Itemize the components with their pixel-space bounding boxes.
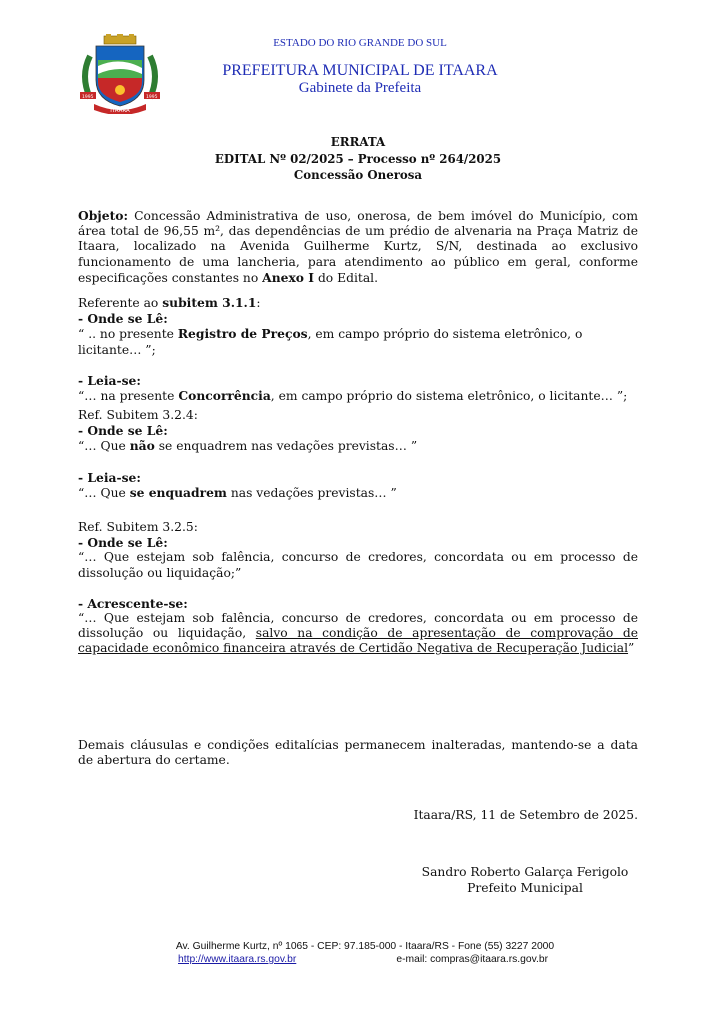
sec1-leia-pre: “… na presente <box>78 389 179 404</box>
objeto-anexo: Anexo I <box>262 269 315 285</box>
sec1-onde-post: , em campo próprio do sistema eletrônico, o licitante… ”; <box>78 327 583 357</box>
sec2-leia-bold: se enquadrem <box>129 484 227 500</box>
sec1-ref <box>78 295 638 311</box>
sec1-leia-text <box>78 388 638 404</box>
sec3-ref: Ref. Subitem 3.2.5: <box>78 520 198 534</box>
municipal-crest-icon <box>76 34 164 114</box>
sec3-acres-underline: salvo na condição de apresentação de comprovação de capacidade econômico financeira através de Certidão Negativa de Recuperação Judicial <box>78 626 638 656</box>
title-errata: ERRATA <box>330 135 386 149</box>
sec1-ref-prefix: Referente ao <box>78 296 163 310</box>
closing-paragraph: Demais cláusulas e condições editalícias permanecem inalteradas, mantendo-se a data de abertura do certame. <box>78 738 638 768</box>
objeto-text: Concessão Administrativa de uso, onerosa, de bem imóvel do Município, com área total de 96,55 m², das dependências de um prédio de alvenaria na Praça Matriz de Itaara, localizado na Avenida Guilherme Kurtz, S/N, destinada ao exclusivo funcionamento de uma lancheria, para atendimento ao público em geral, conforme especificações constantes no <box>78 209 638 285</box>
footer-website-link[interactable]: http://www.itaara.rs.gov.br <box>178 954 297 965</box>
footer <box>100 940 630 966</box>
signature-block <box>420 865 630 896</box>
signature-role: Prefeito Municipal <box>467 880 583 895</box>
header-state: ESTADO DO RIO GRANDE DO SUL <box>273 37 447 49</box>
section-3-1-1 <box>78 295 638 404</box>
sec3-onde-label: - Onde se Lê: <box>78 535 168 551</box>
sec2-ref: Ref. Subitem 3.2.4: <box>78 408 198 422</box>
crest-banner-text: ITAARA <box>110 108 130 114</box>
date-line: Itaara/RS, 11 de Setembro de 2025. <box>413 808 638 822</box>
objeto-label: Objeto: <box>78 208 129 223</box>
sec3-acres-post: ” <box>628 641 635 656</box>
section-3-2-4 <box>78 408 638 501</box>
sec2-onde-label: - Onde se Lê: <box>78 423 168 439</box>
document-title-block <box>78 134 638 184</box>
sec3-onde-text: “… Que estejam sob falência, concurso de credores, concordata ou em processo de dissolução ou liquidação;” <box>78 550 638 580</box>
section-3-2-5 <box>78 520 638 657</box>
footer-contacts <box>100 953 630 966</box>
signature-name: Sandro Roberto Galarça Ferigolo <box>421 865 629 879</box>
sec2-onde-post: se enquadrem nas vedações previstas… ” <box>154 439 418 454</box>
sec1-leia-label: - Leia-se: <box>78 372 141 388</box>
sec1-ref-suffix: : <box>256 296 261 310</box>
footer-address: Av. Guilherme Kurtz, nº 1065 - CEP: 97.185-000 - Itaara/RS - Fone (55) 3227 2000 <box>175 941 555 952</box>
sec3-acres-label: - Acrescente-se: <box>78 595 188 611</box>
title-edital: EDITAL Nº 02/2025 – Processo nº 264/2025 <box>214 151 502 166</box>
sec3-acres-pre: “… Que estejam sob falência, concurso de credores, concordata ou em processo de dissolução ou liquidação, <box>78 611 638 641</box>
sec1-ref-bold: subitem 3.1.1 <box>162 295 257 310</box>
sec3-acres-text <box>78 611 638 657</box>
objeto-paragraph <box>78 208 638 286</box>
objeto-text-end: do Edital. <box>314 270 379 285</box>
sec1-leia-post: , em campo próprio do sistema eletrônico, o licitante… ”; <box>270 389 628 404</box>
header-gabinete: Gabinete da Prefeita <box>298 80 422 96</box>
sec2-onde-bold: não <box>129 438 155 454</box>
footer-email: e-mail: compras@itaara.rs.gov.br <box>396 954 548 965</box>
sec1-onde-bold: Registro de Preços <box>177 326 308 342</box>
sec1-leia-bold: Concorrência <box>178 388 271 404</box>
sec1-onde-label: - Onde se Lê: <box>78 311 168 327</box>
header-prefeitura: PREFEITURA MUNICIPAL DE ITAARA <box>222 62 498 79</box>
sec2-leia-pre: “… Que <box>78 485 130 500</box>
sec2-onde-pre: “… Que <box>78 439 130 454</box>
sec2-leia-post: nas vedações previstas… ” <box>226 485 397 500</box>
sec1-onde-text <box>78 326 638 357</box>
sec2-leia-label: - Leia-se: <box>78 469 141 485</box>
sec2-leia-text <box>78 485 638 501</box>
crest-left-year: 1995 <box>82 95 94 100</box>
sec2-onde-text <box>78 438 638 454</box>
sec1-onde-pre: “ .. no presente <box>78 327 178 342</box>
title-concessao: Concessão Onerosa <box>293 168 423 182</box>
crest-right-year: 1995 <box>146 95 158 100</box>
